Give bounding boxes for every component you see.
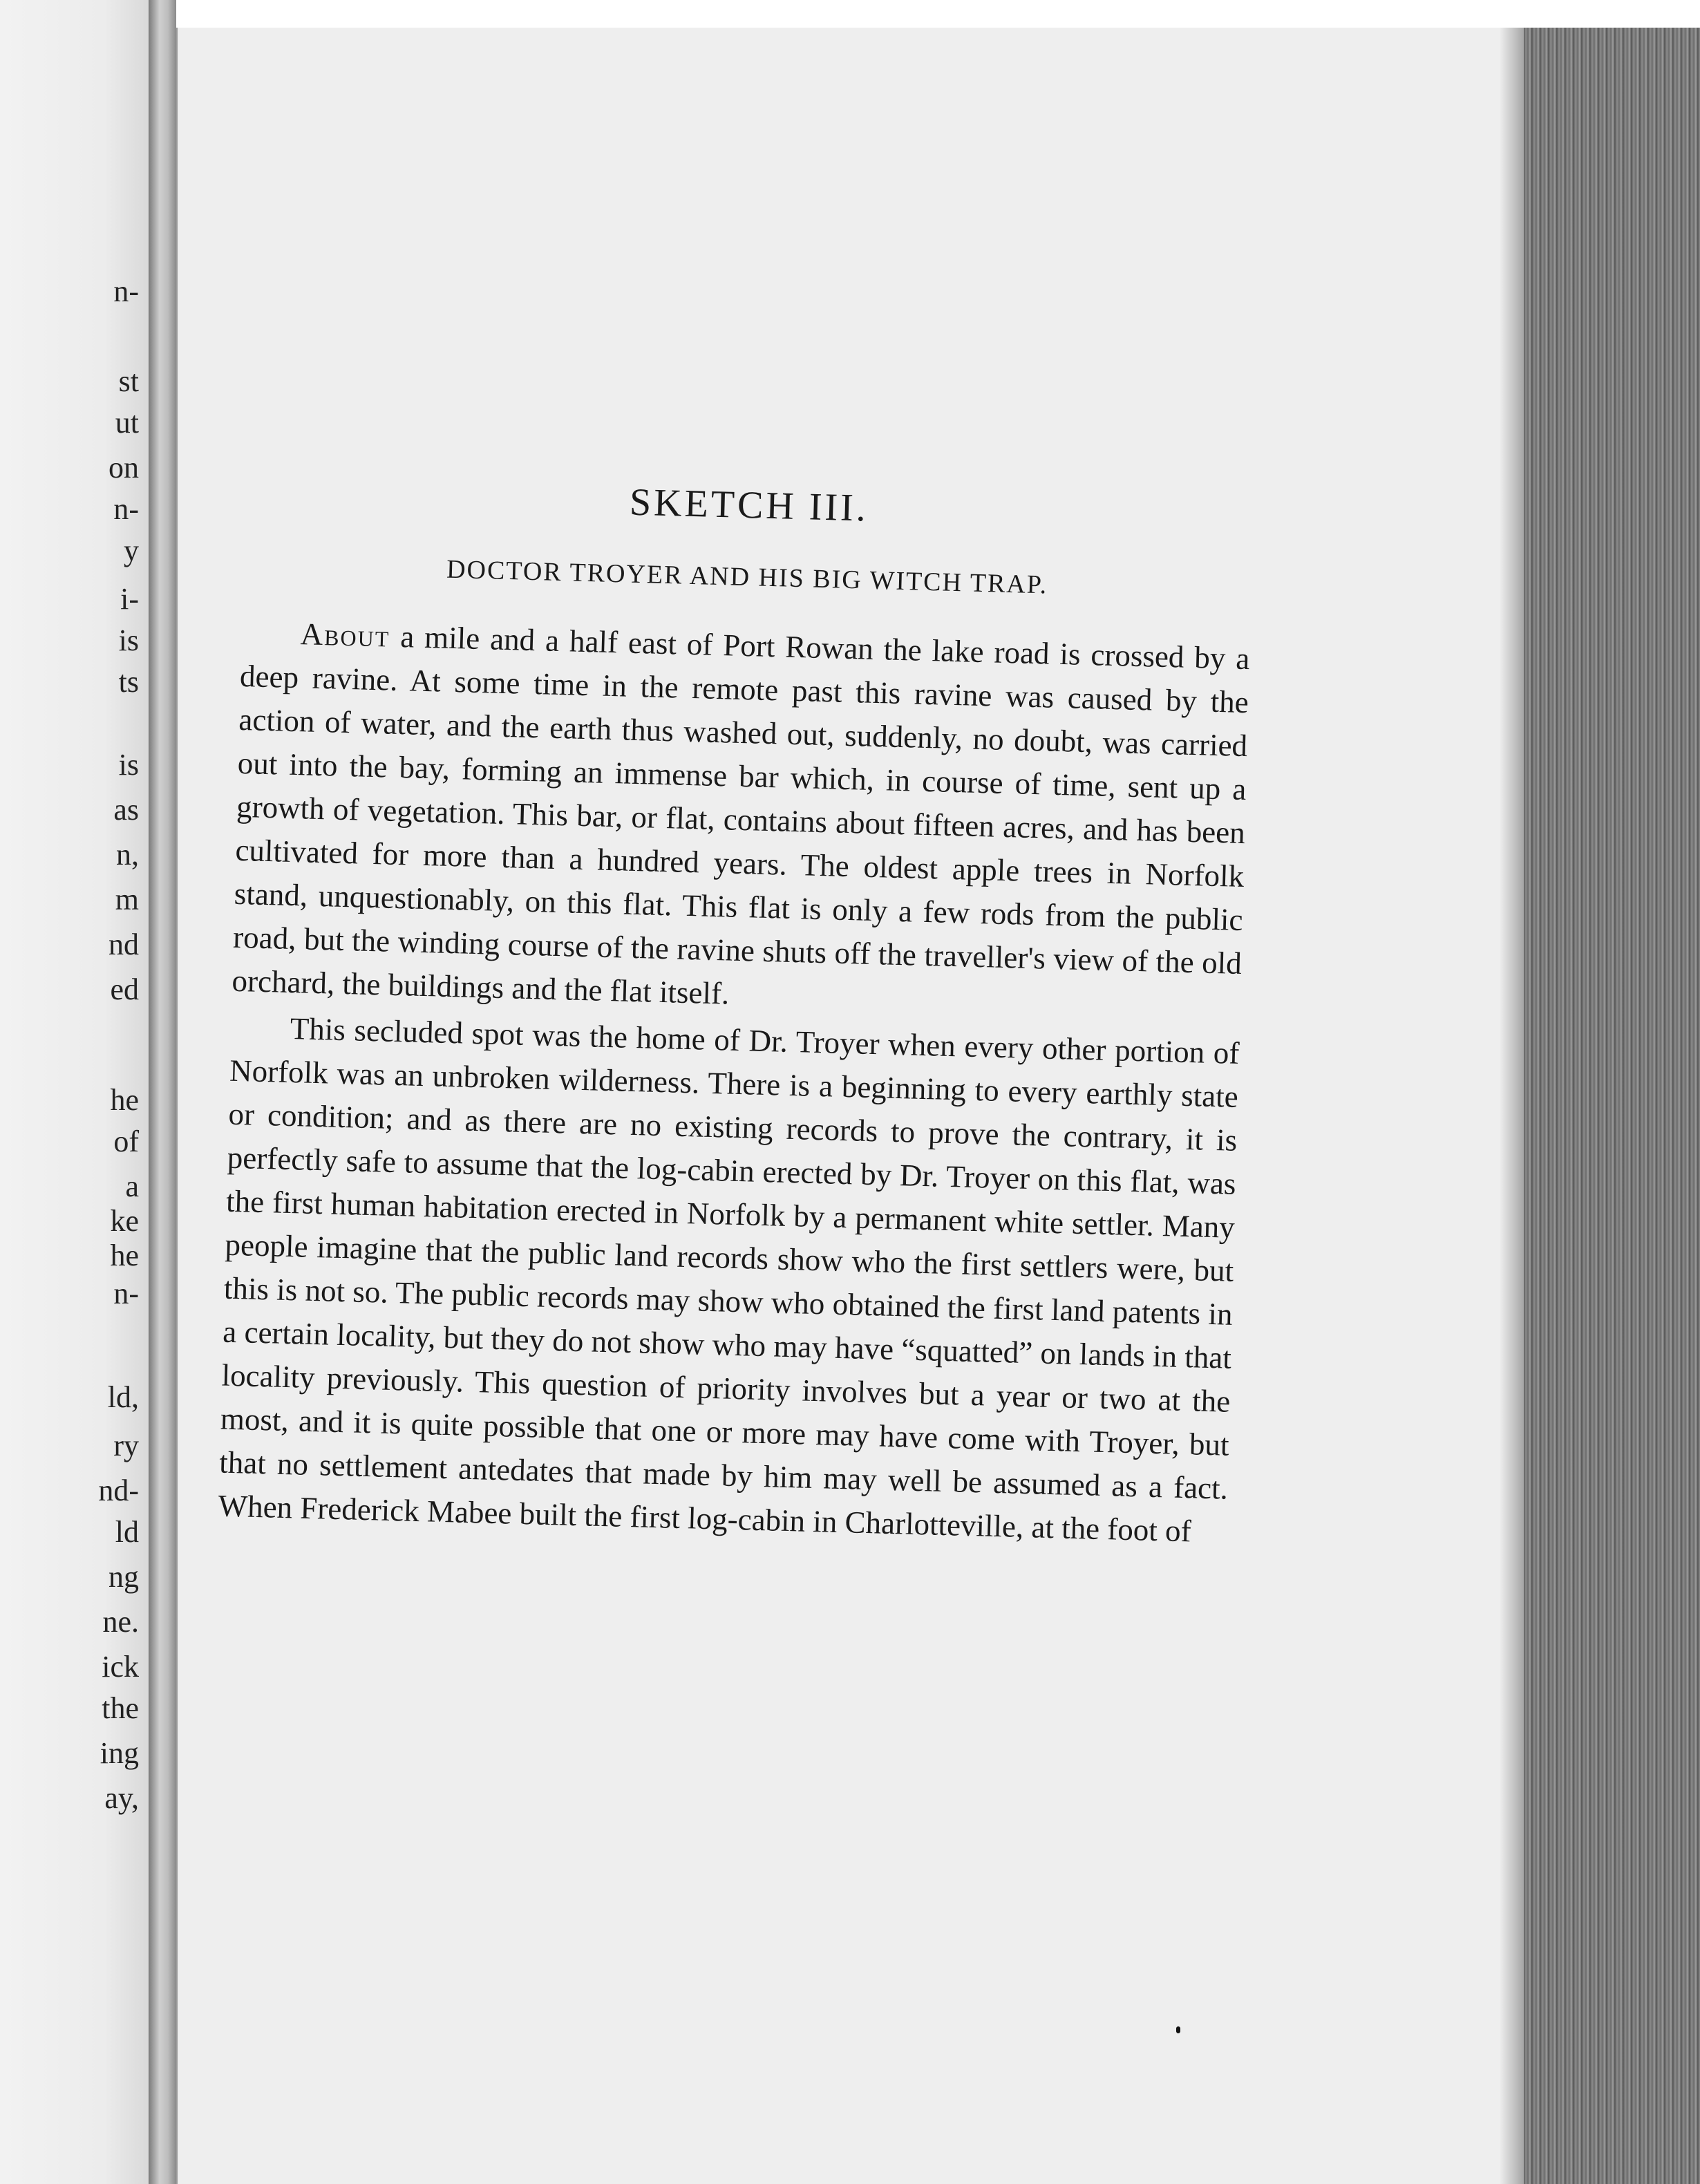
paragraph-1: [232, 611, 1250, 1029]
page-text-block: [218, 470, 1254, 1554]
previous-page-fragment: he: [110, 1239, 139, 1272]
page-block-edge: [1524, 28, 1700, 2184]
previous-page-fragment: a: [125, 1169, 139, 1203]
previous-page-fragment: nd-: [98, 1474, 139, 1507]
scan-speck: [1176, 2026, 1180, 2033]
previous-page-fragment: ne.: [102, 1605, 139, 1639]
previous-page-fragment: he: [110, 1083, 139, 1117]
paragraph-2: This secluded spot was the home of Dr. Troyer when every other portion of Norfolk was an unbroken wilderness. There is a beginning to every earthly state or condition; and as there are no existing records to prove the contrary, it is perfectly safe to assume that the log-cabin erected by Dr. Troyer on this flat, was the first human habitation erected in Norfolk by a permanent white settler. Many people imagine that the public land records show who the first settlers were, but this is not so. The public records may show who obtained the first land patents in a certain locality, but they do not show who may have “squatted” on lands in that locality previously. This question of priority involves but a year or two at the most, and it is quite possible that one or more may have come with Troyer, but that no settlement antedates that made by him may well be assumed as a fact. When Frederick Mabee built the first log-cabin in Charlotteville, at the foot of: [218, 1010, 1240, 1549]
previous-page-fragment: of: [113, 1124, 139, 1158]
page-edge-shadow: [1500, 28, 1527, 2184]
previous-page-text: [56, 0, 139, 2184]
previous-page-fragment: ng: [108, 1560, 139, 1594]
previous-page-fragment: ay,: [104, 1781, 139, 1815]
previous-page-fragment: the: [102, 1691, 139, 1725]
previous-page-fragment: ld: [115, 1515, 139, 1549]
sketch-title: SKETCH III.: [629, 480, 869, 530]
paragraph-1-body: a mile and a half east of Port Rowan the lake road is crossed by a deep ravine. At some time in the remote past this ravine was caused by the action of water, and the earth thus washed out, suddenly, no doubt, was carried out into the bay, forming an immense bar which, in course of time, sent up a growth of vegetation. This bar, or flat, contains about fifteen acres, and has been cultivated for more than a hundred years. The oldest apple trees in Norfolk stand, unquestionably, on this flat. This flat is only a few rods from the public road, but the winding course of the ravine shuts off the traveller's view of the old orchard, the buildings and the flat itself.: [232, 619, 1251, 1011]
previous-page-fragment: ed: [110, 972, 139, 1006]
previous-page-fragment: st: [118, 364, 139, 398]
previous-page-fragment: y: [124, 534, 139, 567]
previous-page-fragment: n-: [113, 492, 139, 526]
previous-page-fragment: as: [113, 793, 139, 827]
previous-page-fragment: n-: [113, 1277, 139, 1310]
book-spine: [149, 0, 176, 2184]
previous-page-fragment: is: [118, 623, 139, 657]
previous-page-fragment: ke: [110, 1204, 139, 1238]
previous-page: [0, 0, 149, 2184]
previous-page-fragment: ick: [102, 1650, 139, 1684]
paragraph-1-lead: About: [300, 616, 391, 654]
previous-page-fragment: n,: [116, 838, 139, 872]
previous-page-fragment: i-: [120, 582, 139, 616]
chapter-title: DOCTOR TROYER AND HIS BIG WITCH TRAP.: [446, 554, 1048, 600]
previous-page-fragment: on: [108, 451, 139, 484]
previous-page-fragment: n-: [113, 274, 139, 308]
previous-page-fragment: nd: [108, 928, 139, 961]
previous-page-fragment: ut: [115, 406, 139, 440]
previous-page-fragment: ing: [100, 1736, 139, 1770]
previous-page-fragment: ry: [113, 1429, 139, 1462]
previous-page-fragment: ts: [118, 665, 139, 699]
previous-page-fragment: is: [118, 748, 139, 782]
previous-page-fragment: ld,: [107, 1380, 139, 1414]
previous-page-fragment: m: [115, 883, 139, 916]
